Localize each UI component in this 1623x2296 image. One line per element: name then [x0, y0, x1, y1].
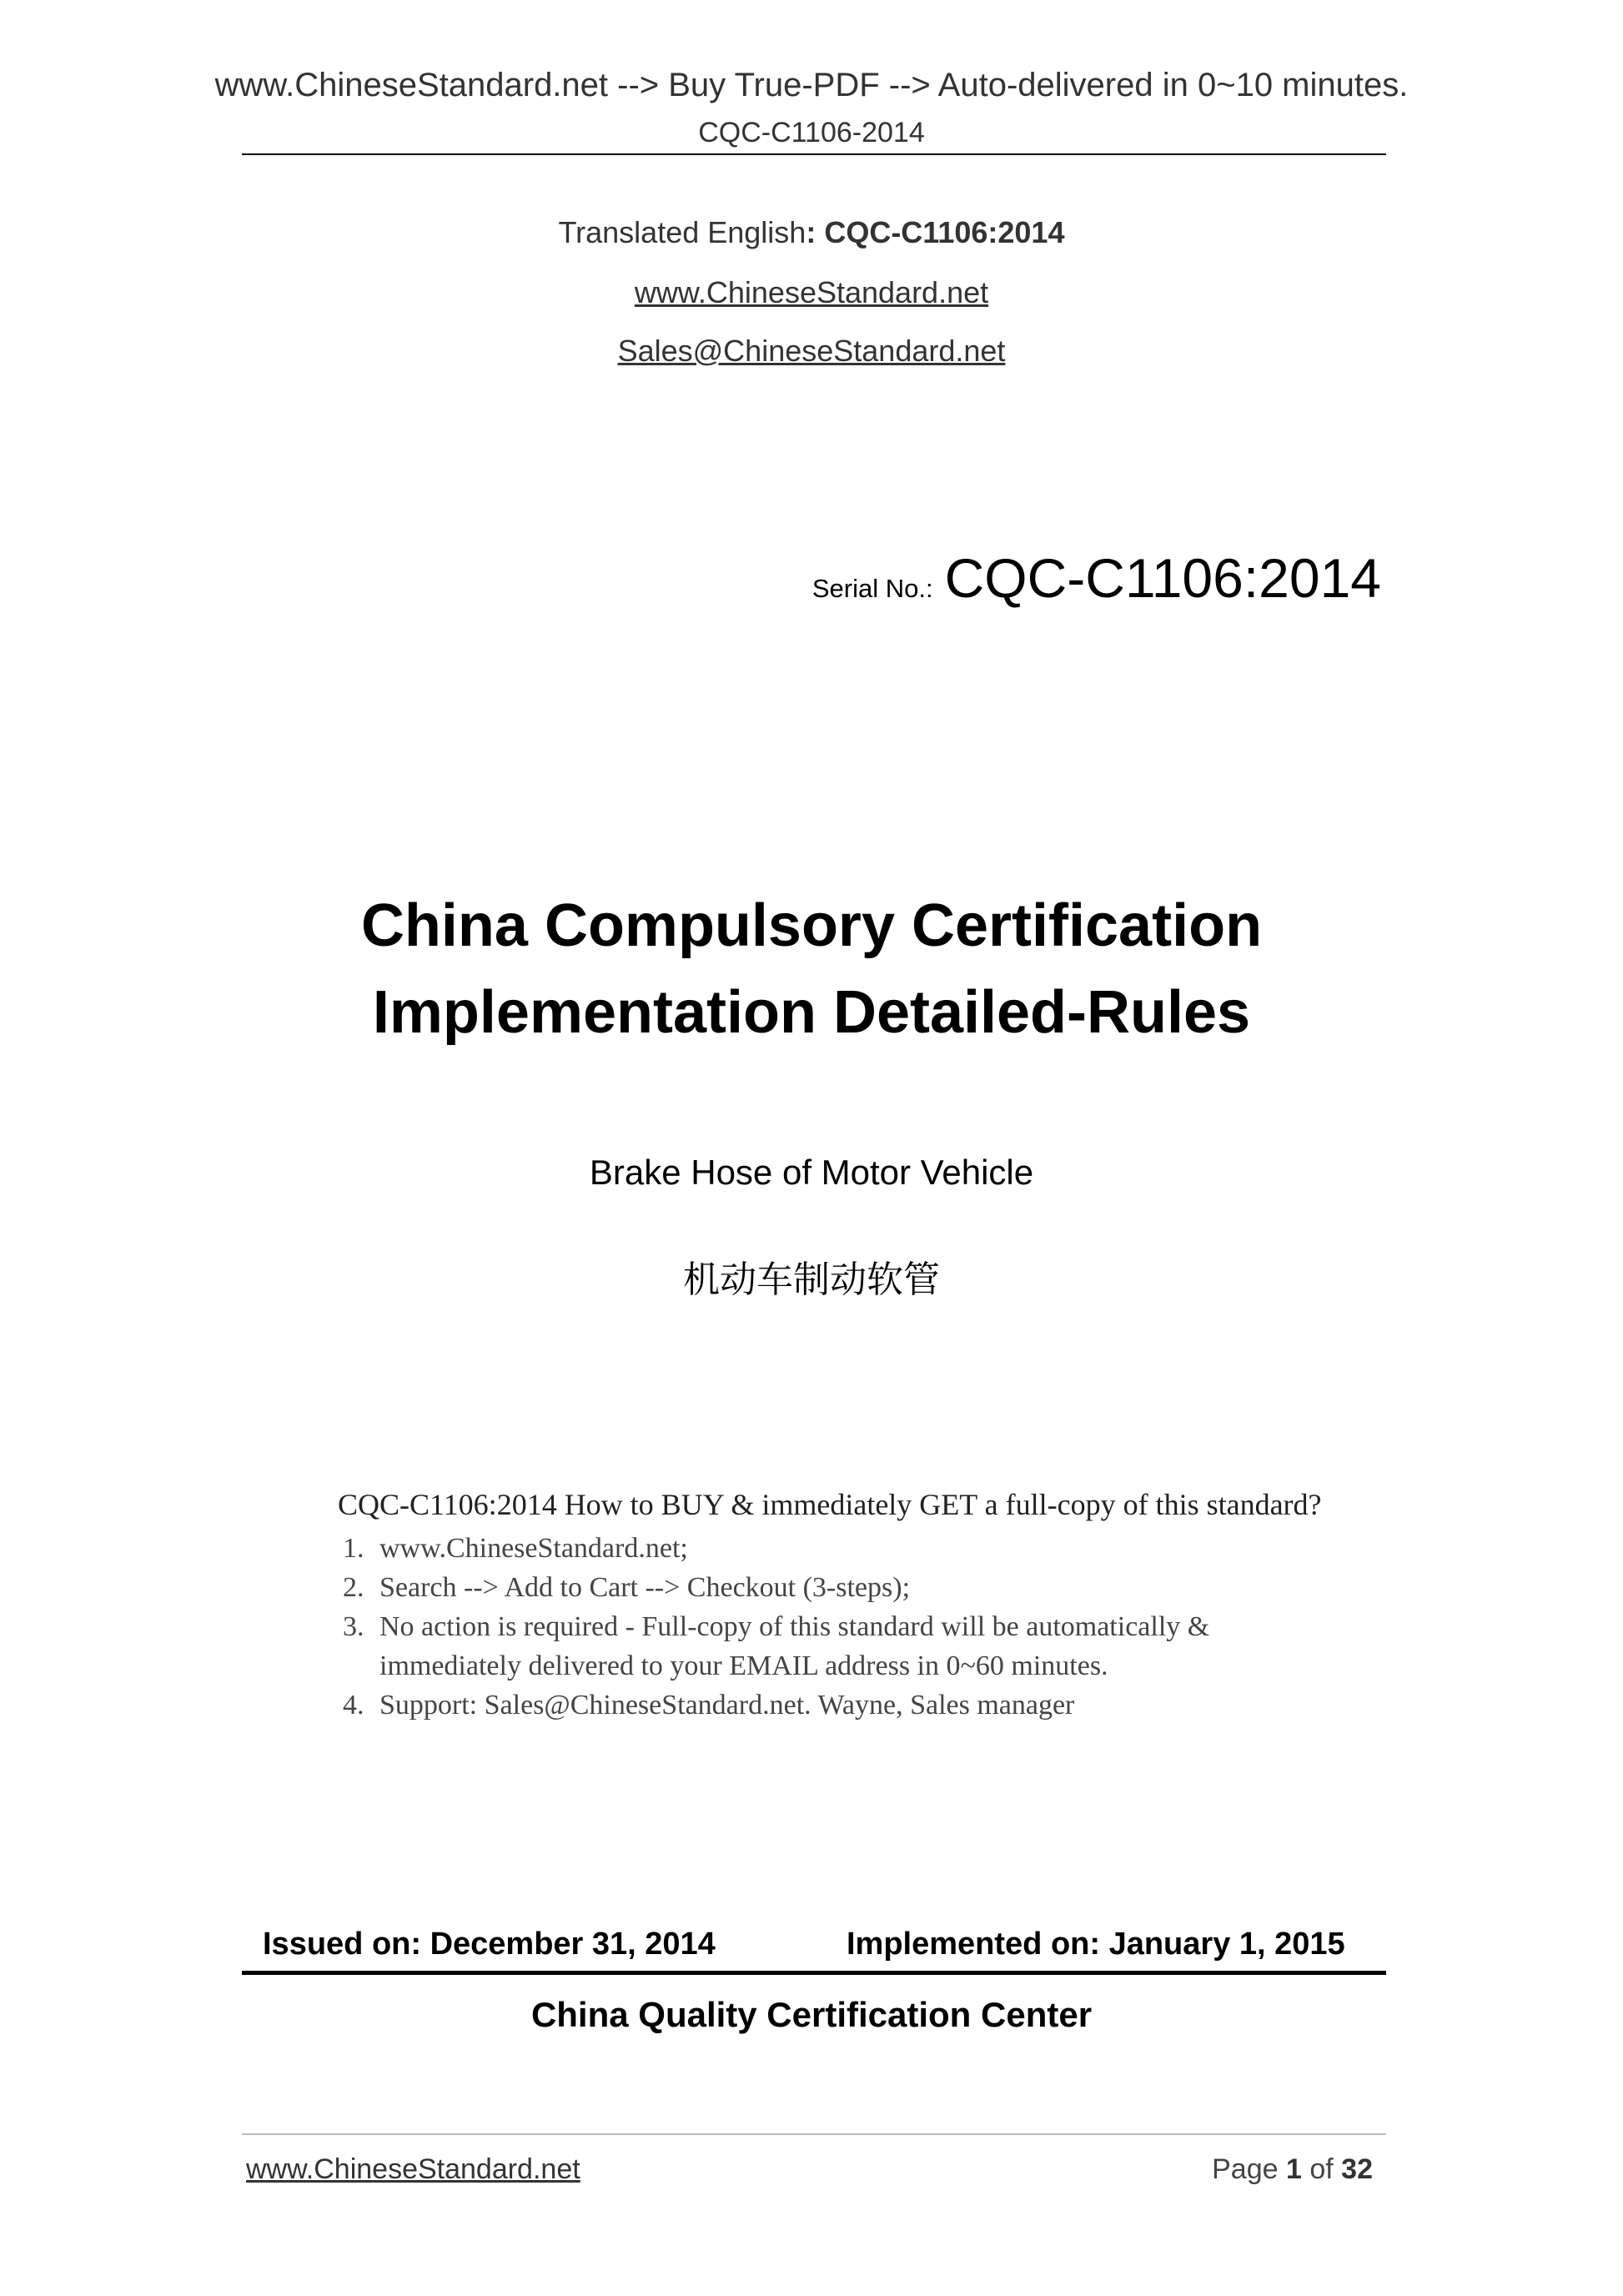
translation-website-row: [0, 275, 1623, 310]
translation-code: : CQC-C1106:2014: [806, 215, 1065, 249]
document-subtitle-chinese: 机动车制动软管: [683, 1259, 940, 1301]
page-prefix: Page: [1212, 2153, 1279, 2185]
title-line-1: China Compulsory Certification: [360, 892, 1263, 959]
email-link[interactable]: Sales@ChineseStandard.net: [617, 334, 1006, 368]
header-divider: [242, 153, 1386, 155]
implemented-date: Implemented on: January 1, 2015: [847, 1927, 1345, 1962]
buy-instructions: [338, 1487, 1347, 1725]
page-current: 1: [1285, 2153, 1302, 2185]
buy-step: 2. Search --> Add to Cart --> Checkout (3-steps);: [371, 1568, 1347, 1607]
page-indicator: [1212, 2153, 1373, 2186]
translation-prefix: Translated English: [558, 215, 806, 249]
buy-step: 4. Support: Sales@ChineseStandard.net. Wayne, Sales manager: [371, 1686, 1347, 1725]
page-of: of: [1309, 2153, 1334, 2185]
buy-step: 3. No action is required - Full-copy of this standard will be automatically & immediately delivered to your EMAIL address in 0~60 minutes.: [371, 1607, 1347, 1686]
header-standard-code: CQC-C1106-2014: [698, 117, 925, 148]
buy-step: 1. www.ChineseStandard.net;: [371, 1529, 1347, 1568]
document-subtitle: Brake Hose of Motor Vehicle: [589, 1153, 1034, 1192]
buy-heading: CQC-C1106:2014 How to BUY & immediately GET a full-copy of this standard?: [338, 1488, 1322, 1521]
title-line-2: Implementation Detailed-Rules: [372, 979, 1251, 1046]
page-total: 32: [1341, 2153, 1373, 2185]
serial-number: [812, 546, 1381, 610]
serial-label: Serial No.:: [812, 574, 933, 603]
dates-divider: [242, 1971, 1386, 1975]
buy-steps-list: [338, 1529, 1347, 1725]
footer-website-link[interactable]: www.ChineseStandard.net: [246, 2153, 580, 2185]
serial-value: CQC-C1106:2014: [944, 547, 1381, 609]
issued-date: Issued on: December 31, 2014: [263, 1927, 716, 1962]
document-title: [0, 882, 1623, 1056]
header-banner: www.ChineseStandard.net --> Buy True-PDF --> Auto-delivered in 0~10 minutes.: [214, 67, 1409, 103]
translation-email-row: [0, 334, 1623, 369]
footer-divider: [242, 2133, 1386, 2135]
translation-line: [0, 215, 1623, 250]
issuing-organization: China Quality Certification Center: [530, 1995, 1093, 2034]
website-link[interactable]: www.ChineseStandard.net: [634, 275, 989, 309]
